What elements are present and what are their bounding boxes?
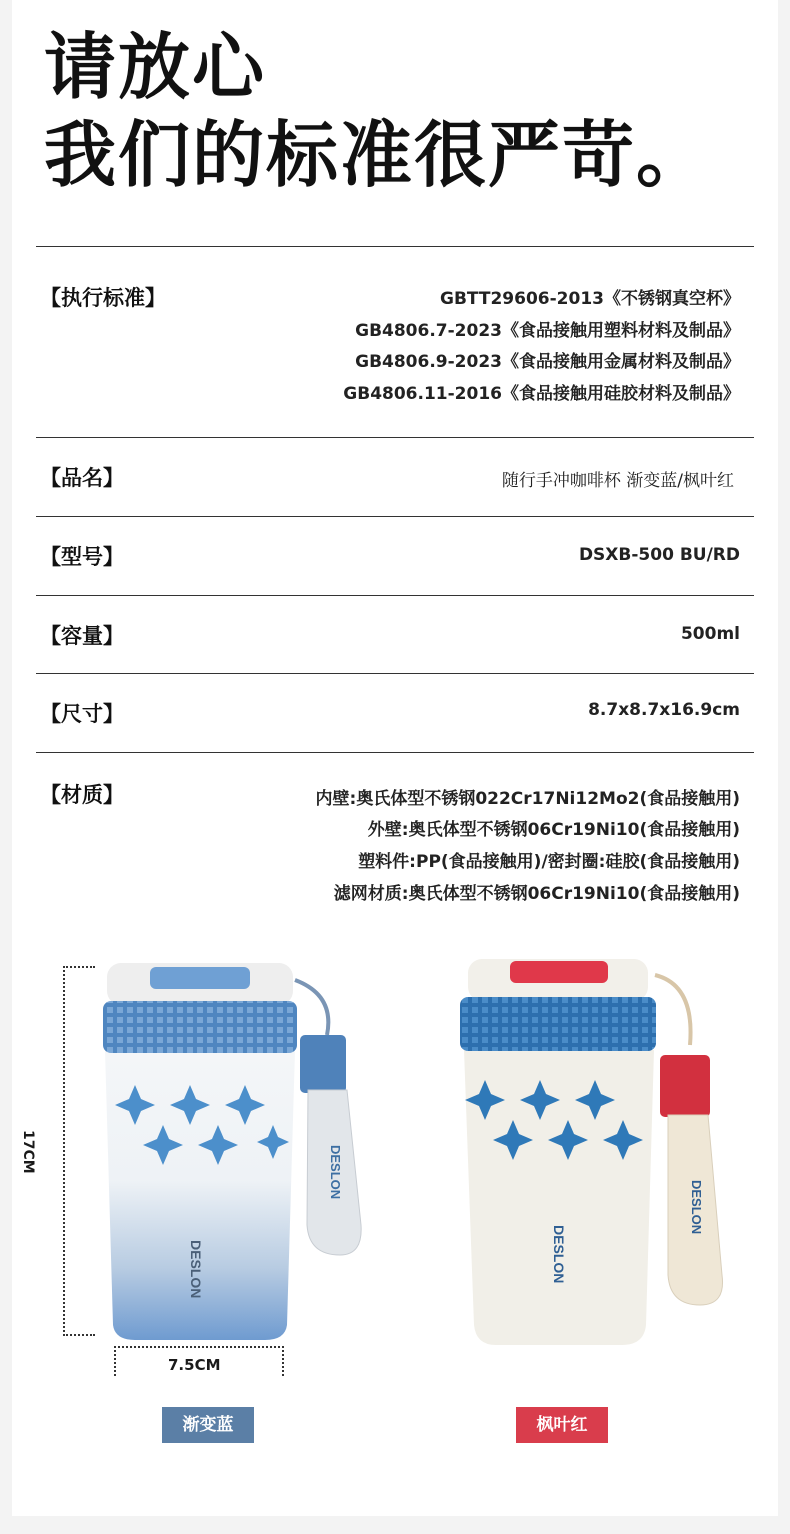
left-margin bbox=[0, 0, 12, 1534]
blue-cup-image bbox=[95, 955, 365, 1355]
name-label: 【品名】 bbox=[40, 466, 124, 490]
headline-line-1: 请放心 bbox=[44, 25, 267, 109]
variant-tag-red[interactable]: 枫叶红 bbox=[516, 1407, 608, 1443]
standard-line: GB4806.9-2023《食品接触用金属材料及制品》 bbox=[355, 352, 740, 372]
brand-text: DESLON bbox=[551, 1225, 567, 1284]
name-value: 随行手冲咖啡杯 渐变蓝/枫叶红 bbox=[501, 471, 734, 491]
red-cup-image bbox=[450, 955, 750, 1355]
bottom-margin bbox=[0, 1516, 790, 1534]
divider bbox=[36, 673, 754, 674]
divider bbox=[36, 595, 754, 596]
brand-text: DESLON bbox=[188, 1240, 204, 1299]
size-label: 【尺寸】 bbox=[40, 702, 124, 726]
model-value: DSXB-500 BU/RD bbox=[578, 545, 740, 565]
height-dimension-line bbox=[63, 966, 95, 1336]
standard-line: GB4806.7-2023《食品接触用塑料材料及制品》 bbox=[355, 321, 740, 341]
height-label: 17CM bbox=[20, 1130, 36, 1174]
capacity-label: 【容量】 bbox=[40, 624, 124, 648]
variant-tag-blue[interactable]: 渐变蓝 bbox=[162, 1407, 254, 1443]
divider bbox=[36, 752, 754, 753]
strap-brand-text: DESLON bbox=[689, 1180, 704, 1235]
material-line: 塑料件:PP(食品接触用)/密封圈:硅胶(食品接触用) bbox=[358, 852, 740, 872]
capacity-value: 500ml bbox=[680, 624, 740, 644]
material-line: 内壁:奥氏体型不锈钢022Cr17Ni12Mo2(食品接触用) bbox=[315, 789, 740, 809]
size-value: 8.7x8.7x16.9cm bbox=[588, 700, 740, 720]
standard-line: GB4806.11-2016《食品接触用硅胶材料及制品》 bbox=[343, 384, 740, 404]
standard-line: GBTT29606-2013《不锈钢真空杯》 bbox=[439, 289, 740, 309]
material-line: 外壁:奥氏体型不锈钢06Cr19Ni10(食品接触用) bbox=[367, 820, 740, 840]
strap-brand-text: DESLON bbox=[328, 1145, 343, 1200]
standard-label: 【执行标准】 bbox=[40, 286, 166, 310]
divider bbox=[36, 516, 754, 517]
material-line: 滤网材质:奥氏体型不锈钢06Cr19Ni10(食品接触用) bbox=[333, 884, 740, 904]
material-label: 【材质】 bbox=[40, 783, 124, 807]
right-margin bbox=[778, 0, 790, 1534]
width-label: 7.5CM bbox=[168, 1356, 221, 1374]
divider bbox=[36, 437, 754, 438]
headline-line-2: 我们的标准很严苛。 bbox=[44, 113, 711, 197]
model-label: 【型号】 bbox=[40, 545, 124, 569]
divider bbox=[36, 246, 754, 247]
